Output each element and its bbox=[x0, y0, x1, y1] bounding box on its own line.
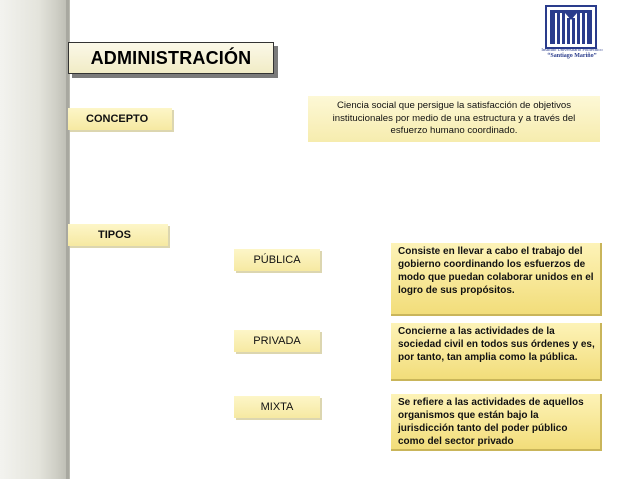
concept-definition: Ciencia social que persigue la satisfacción de objetivos institucionales por medio de una estructura y a través del esfuerzo humano coordinado. bbox=[308, 96, 600, 142]
logo-caption-name: “Santiago Mariño” bbox=[547, 53, 597, 59]
left-decorative-bar bbox=[0, 0, 70, 479]
type-mixta: MIXTA bbox=[234, 396, 320, 418]
type-publica: PÚBLICA bbox=[234, 249, 320, 271]
type-privada: PRIVADA bbox=[234, 330, 320, 352]
logo-caption-institute: Instituto Universitario Politécnico bbox=[541, 47, 603, 52]
types-label: TIPOS bbox=[68, 224, 168, 246]
type-privada-description: Concierne a las actividades de la sociedad civil en todos sus órdenes y es, por tanto, tan amplia como la pública. bbox=[391, 323, 602, 381]
slide-title: ADMINISTRACIÓN bbox=[68, 42, 274, 74]
concept-label: CONCEPTO bbox=[68, 108, 172, 130]
type-publica-description: Consiste en llevar a cabo el trabajo del gobierno coordinando los esfuerzos de modo que puedan colaborar unidos en el logro de sus propósitos. bbox=[391, 243, 602, 316]
type-mixta-description: Se refiere a las actividades de aquellos organismos que están bajo la jurisdicción tanto del poder público como del sector privado bbox=[391, 394, 602, 451]
